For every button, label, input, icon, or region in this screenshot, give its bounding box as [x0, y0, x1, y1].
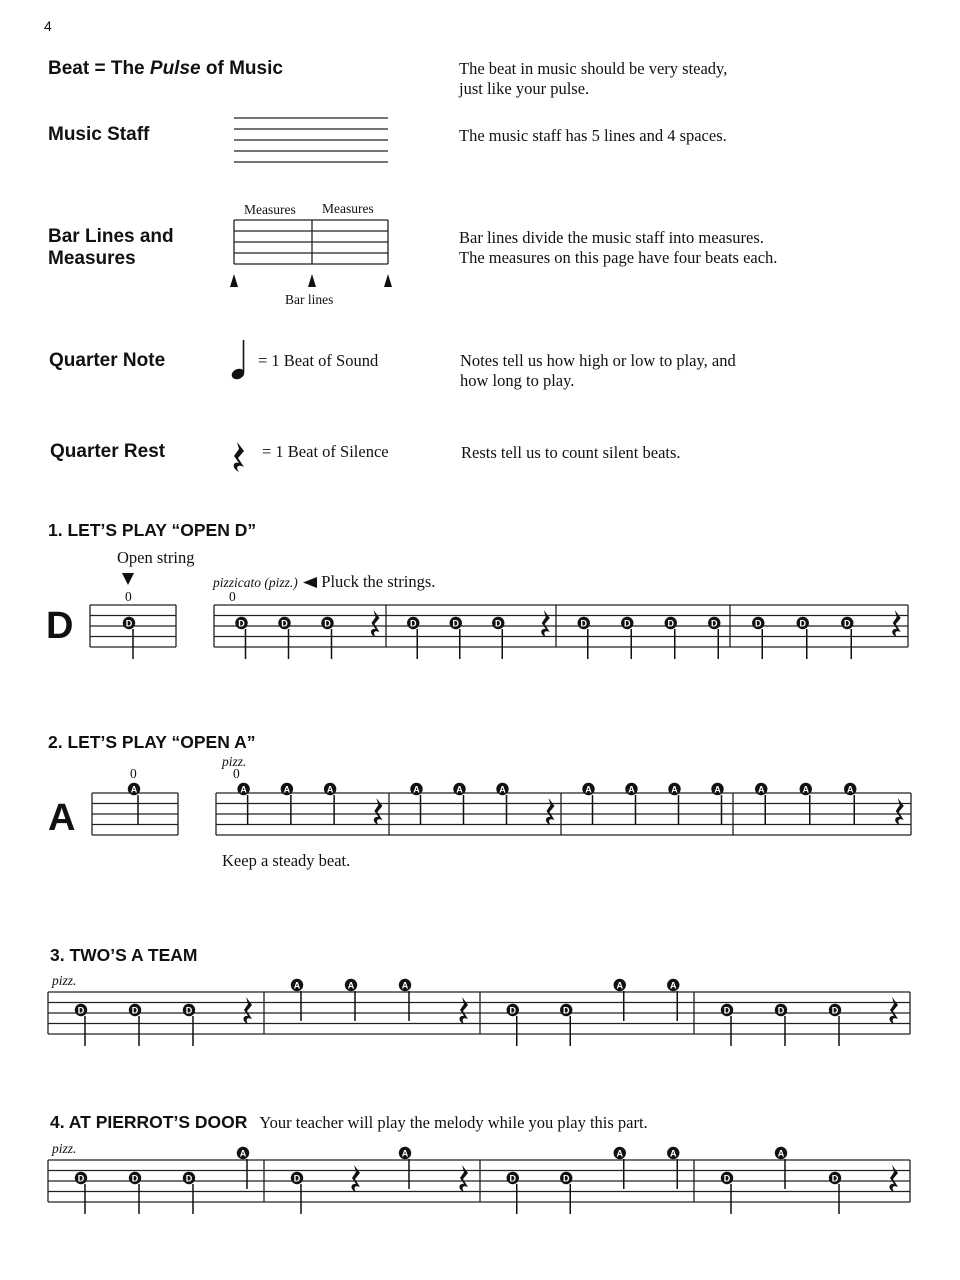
note-letter: D	[238, 618, 245, 629]
note-letter: D	[495, 618, 502, 629]
note-letter: D	[77, 1005, 85, 1016]
note-letter: D	[580, 618, 587, 629]
note-letter: A	[456, 784, 463, 795]
exercise-1-title: 1. LET’S PLAY “OPEN D”	[48, 520, 257, 540]
note-letter: A	[628, 784, 635, 795]
beat-term: Beat = The Pulse of Music	[48, 58, 283, 79]
pizz-marking: pizz.	[52, 973, 77, 988]
exercise-4-subtitle: Your teacher will play the melody while you play this part.	[259, 1113, 648, 1132]
note-letter: A	[670, 1148, 677, 1159]
quarter-rest-icon	[546, 798, 555, 825]
quarter-rest-icon	[892, 610, 901, 637]
exercise-2-title: 2. LET’S PLAY “OPEN A”	[48, 732, 256, 752]
note-letter: D	[131, 1173, 139, 1184]
note-letter: D	[711, 618, 718, 629]
beat-description: The beat in music should be very steady, just like your pulse.	[459, 59, 728, 98]
string-name-letter: D	[46, 605, 74, 647]
quarter-note-value: = 1 Beat of Sound	[258, 351, 379, 370]
note-letter: A	[347, 980, 355, 991]
note-letter: A	[670, 980, 677, 991]
fingering-number: 0	[229, 589, 236, 604]
note-letter: D	[723, 1005, 731, 1016]
open-string-arrow-icon	[121, 571, 135, 587]
quarter-rest-icon	[895, 798, 904, 825]
note-letter: D	[755, 618, 762, 629]
note-letter: A	[758, 784, 765, 795]
note-letter: D	[563, 1005, 570, 1016]
steady-beat-note: Keep a steady beat.	[222, 851, 351, 870]
quarter-rest-icon	[351, 1165, 360, 1192]
bar-line-arrow-icon	[384, 274, 392, 287]
pizz-marking: pizz.	[222, 754, 247, 769]
quarter-note-icon	[228, 336, 254, 382]
pizz-marking: pizz.	[52, 1141, 77, 1156]
quarter-rest-icon	[459, 1165, 468, 1192]
quarter-rest-icon	[228, 440, 250, 474]
note-letter: A	[239, 1148, 247, 1159]
quarter-rest-icon	[371, 610, 380, 637]
quarter-rest-term: Quarter Rest	[50, 441, 166, 462]
note-letter: A	[240, 784, 247, 795]
exercise-4-title: 4. AT PIERROT’S DOOR	[50, 1112, 248, 1132]
note-letter: D	[452, 618, 459, 629]
measures-label: Measures	[244, 202, 296, 217]
note-letter: D	[777, 1005, 785, 1016]
exercise-1-notation	[0, 595, 960, 665]
music-staff-term: Music Staff	[48, 124, 150, 145]
note-letter: D	[509, 1173, 516, 1184]
exercise-3-notation	[0, 972, 960, 1052]
fingering-number: 0	[125, 589, 132, 604]
note-letter: A	[401, 1148, 409, 1159]
note-letter: D	[831, 1005, 839, 1016]
bar-lines-description: Bar lines divide the music staff into measures. The measures on this page have four beats each.	[459, 228, 778, 267]
note-letter: A	[777, 1148, 785, 1159]
measures-label: Measures	[322, 201, 374, 216]
quarter-rest-icon	[243, 997, 252, 1024]
fingering-number: 0	[233, 766, 240, 781]
note-letter: D	[509, 1005, 516, 1016]
note-letter: A	[413, 784, 420, 795]
bar-lines-term: Bar Lines and Measures	[48, 226, 174, 269]
note-letter: A	[585, 784, 592, 795]
note-letter: D	[844, 618, 851, 629]
exercise-4-notation	[0, 1140, 960, 1220]
note-letter: D	[624, 618, 631, 629]
note-letter: D	[723, 1173, 731, 1184]
bar-line-arrow-icon	[230, 274, 238, 287]
quarter-rest-icon	[889, 997, 898, 1024]
note-letter: D	[185, 1173, 193, 1184]
note-letter: D	[131, 1005, 139, 1016]
note-letter: A	[847, 784, 854, 795]
quarter-note-description: Notes tell us how high or low to play, and how long to play.	[460, 351, 736, 390]
music-staff-diagram	[232, 110, 392, 170]
quarter-rest-value: = 1 Beat of Silence	[262, 442, 389, 461]
note-letter: D	[831, 1173, 839, 1184]
quarter-rest-icon	[374, 798, 383, 825]
note-letter: A	[401, 980, 409, 991]
note-letter: D	[799, 618, 806, 629]
note-letter: D	[324, 618, 331, 629]
note-letter: A	[283, 784, 291, 795]
note-letter: A	[616, 980, 623, 991]
note-letter: A	[802, 784, 809, 795]
note-letter: A	[616, 1148, 623, 1159]
left-arrow-icon	[302, 577, 318, 588]
fingering-number: 0	[130, 766, 137, 781]
note-letter: A	[714, 784, 721, 795]
bar-lines-diagram	[228, 214, 398, 292]
note-letter: D	[410, 618, 417, 629]
exercise-2-notation	[0, 775, 960, 845]
quarter-rest-icon	[889, 1165, 898, 1192]
page-number: 4	[44, 18, 52, 34]
quarter-note-term: Quarter Note	[49, 350, 166, 371]
note-letter: D	[77, 1173, 85, 1184]
note-letter: D	[293, 1173, 301, 1184]
music-staff-description: The music staff has 5 lines and 4 spaces.	[459, 126, 727, 145]
note-letter: A	[326, 784, 334, 795]
quarter-rest-icon	[459, 997, 468, 1024]
note-letter: D	[281, 618, 288, 629]
pizzicato-instruction: pizzicato (pizz.) Pluck the strings.	[213, 572, 436, 591]
string-name-letter: A	[48, 797, 76, 839]
note-letter: A	[671, 784, 678, 795]
note-letter: A	[130, 784, 138, 795]
note-letter: D	[125, 618, 133, 629]
note-letter: D	[667, 618, 674, 629]
quarter-rest-description: Rests tell us to count silent beats.	[461, 443, 681, 462]
open-string-label: Open string	[117, 548, 195, 567]
exercise-3-title: 3. TWO’S A TEAM	[50, 945, 198, 965]
note-letter: A	[499, 784, 506, 795]
note-letter: A	[293, 980, 301, 991]
note-letter: D	[563, 1173, 570, 1184]
quarter-rest-icon	[541, 610, 550, 637]
bar-line-arrow-icon	[308, 274, 316, 287]
bar-lines-label: Bar lines	[285, 292, 334, 307]
exercise-4-header	[50, 1112, 648, 1133]
note-letter: D	[185, 1005, 193, 1016]
